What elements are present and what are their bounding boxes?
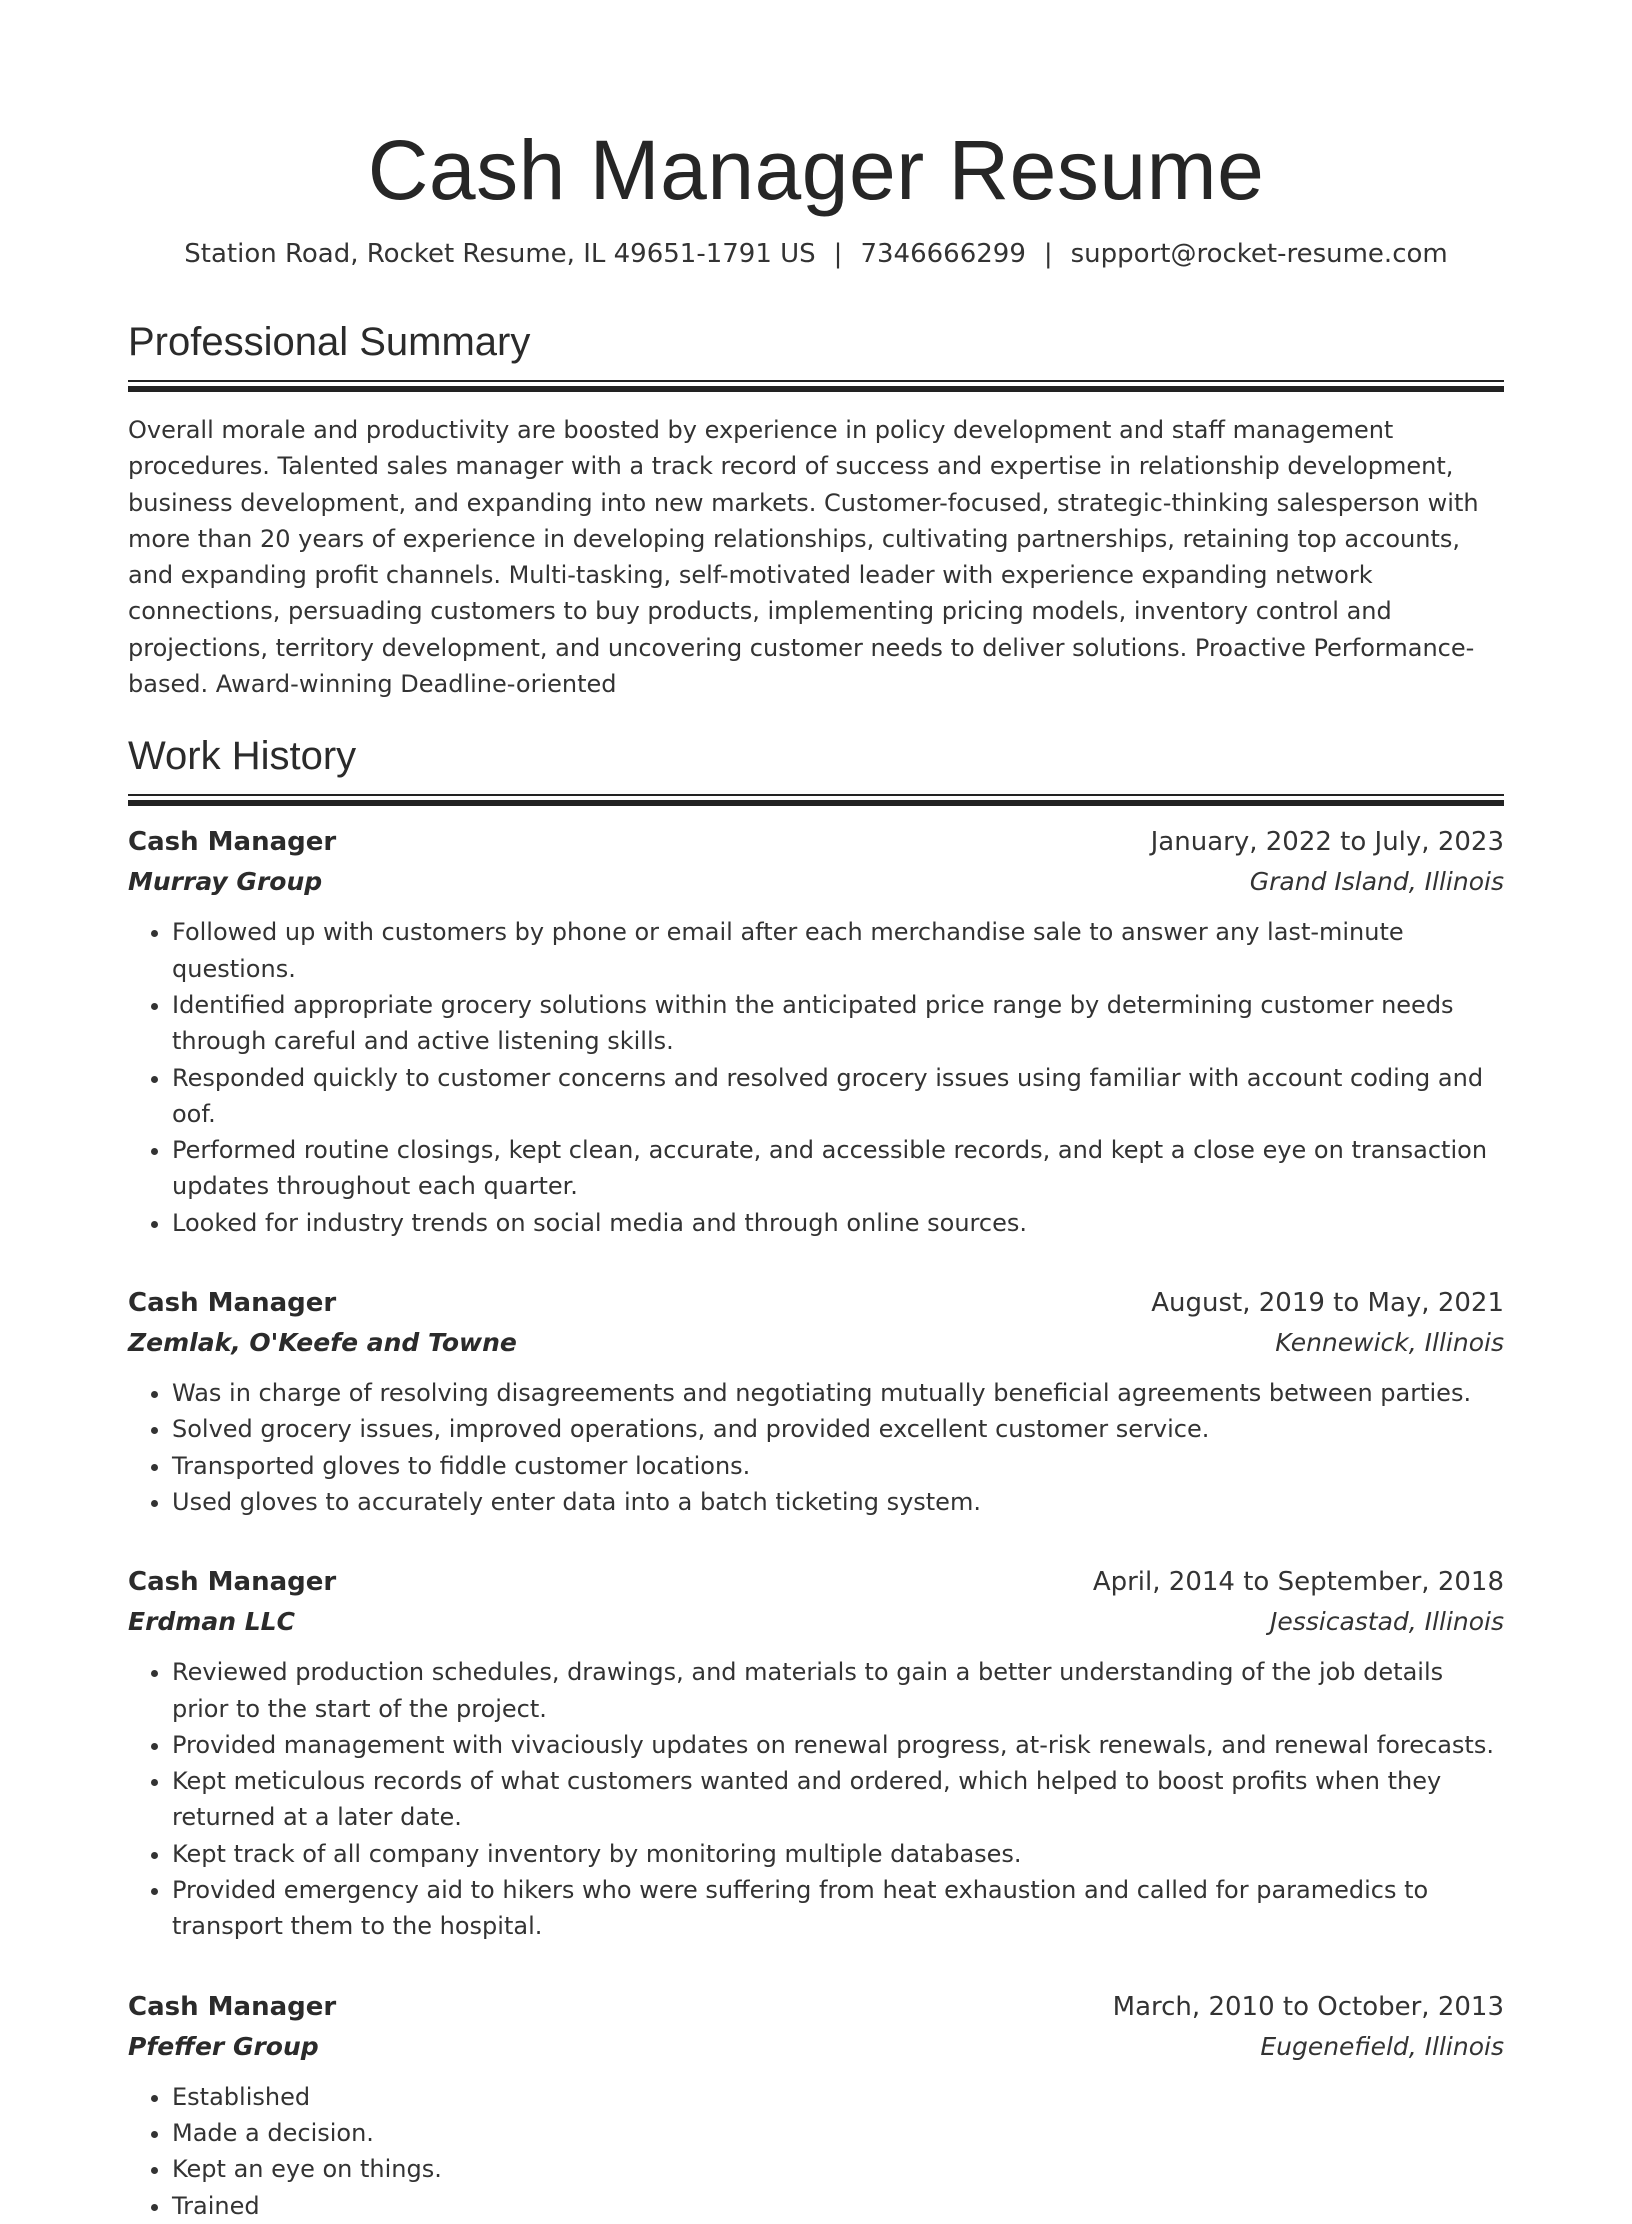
job-location: Grand Island, Illinois — [1249, 867, 1504, 897]
section-heading-summary: Professional Summary — [128, 320, 531, 364]
resume-page — [128, 0, 1504, 2224]
work-history-section — [128, 732, 1504, 2223]
professional-summary-section — [128, 318, 1504, 702]
duty-item: • Provided management with vivaciously updates on renewal progress, at-risk renewals, and renewal forecasts. — [172, 1727, 1504, 1763]
duty-item: • Kept track of all company inventory by monitoring multiple databases. — [172, 1836, 1504, 1872]
job-location: Jessicastad, Illinois — [1269, 1607, 1504, 1637]
duty-item: • Provided emergency aid to hikers who were suffering from heat exhaustion and called for paramedics to transport them to the hospital. — [172, 1872, 1504, 1945]
summary-text: Overall morale and productivity are boosted by experience in policy development and staff management procedures. Talented sales manager with a track record of success and expertise in relationship development, business development, and expanding into new markets. Customer-focused, strategic-thinking salesperson with more than 20 years of experience in developing relationships, cultivating partnerships, retaining top accounts, and expanding profit channels. Multi-tasking, self-motivated leader with experience expanding network connections, persuading customers to buy products, implementing pricing models, inventory control and projections, territory development, and uncovering customer needs to deliver solutions. Proactive Performance-based. Award-winning Deadline-oriented — [128, 416, 1479, 699]
duty-item: • Responded quickly to customer concerns and resolved grocery issues using familiar with account coding and oof. — [172, 1060, 1504, 1133]
resume-title: Cash Manager Resume — [367, 123, 1265, 217]
duty-item: • Kept meticulous records of what customers wanted and ordered, which helped to boost profits when they returned at a later date. — [172, 1763, 1504, 1836]
job-dates: August, 2019 to May, 2021 — [1151, 1288, 1504, 1319]
duty-item: • Looked for industry trends on social media and through online sources. — [172, 1205, 1504, 1241]
job-duties-list — [128, 914, 1504, 1241]
duty-item: • Reviewed production schedules, drawings, and materials to gain a better understanding of the job details prior to the start of the project. — [172, 1654, 1504, 1727]
job-title: Cash Manager — [128, 1288, 337, 1319]
duty-item: • Solved grocery issues, improved operations, and provided excellent customer service. — [172, 1411, 1504, 1447]
duty-item: • Identified appropriate grocery solutions within the anticipated price range by determining customer needs through careful and active listening skills. — [172, 987, 1504, 1060]
job-dates: March, 2010 to October, 2013 — [1112, 1991, 1504, 2022]
contact-separator: | — [833, 239, 843, 269]
job-entry — [128, 1562, 1504, 1944]
company-name: Pfeffer Group — [128, 2031, 319, 2061]
company-name: Erdman LLC — [128, 1607, 295, 1637]
duty-item: • Trained — [172, 2188, 1504, 2224]
job-location: Kennewick, Illinois — [1275, 1328, 1504, 1358]
contact-email: support@rocket-resume.com — [1070, 239, 1448, 269]
company-name: Murray Group — [128, 867, 323, 897]
contact-address: Station Road, Rocket Resume, IL 49651-1791 US — [184, 239, 816, 269]
duty-item: • Kept an eye on things. — [172, 2151, 1504, 2187]
job-title: Cash Manager — [128, 1991, 337, 2022]
section-divider — [128, 794, 1504, 796]
duty-item: • Used gloves to accurately enter data into a batch ticketing system. — [172, 1484, 1504, 1520]
duty-item: • Followed up with customers by phone or email after each merchandise sale to answer any last-minute questions. — [172, 914, 1504, 987]
contact-separator: | — [1043, 239, 1053, 269]
job-duties-list — [128, 1654, 1504, 1944]
job-title: Cash Manager — [128, 1567, 337, 1598]
duty-item: • Was in charge of resolving disagreements and negotiating mutually beneficial agreements between parties. — [172, 1375, 1504, 1411]
section-divider — [128, 380, 1504, 382]
job-entry — [128, 1987, 1504, 2224]
duty-item: • Made a decision. — [172, 2115, 1504, 2151]
job-entry — [128, 1283, 1504, 1520]
contact-phone: 7346666299 — [860, 239, 1026, 269]
job-duties-list — [128, 2079, 1504, 2224]
job-entry — [128, 822, 1504, 1241]
duty-item: • Transported gloves to fiddle customer locations. — [172, 1448, 1504, 1484]
job-dates: April, 2014 to September, 2018 — [1092, 1567, 1504, 1598]
contact-line — [128, 236, 1504, 272]
company-name: Zemlak, O'Keefe and Towne — [128, 1328, 517, 1358]
duty-item: • Established — [172, 2079, 1504, 2115]
job-duties-list — [128, 1375, 1504, 1520]
job-dates: January, 2022 to July, 2023 — [1150, 827, 1504, 858]
section-heading-work-history: Work History — [128, 734, 357, 779]
job-location: Eugenefield, Illinois — [1260, 2031, 1504, 2061]
duty-item: • Performed routine closings, kept clean, accurate, and accessible records, and kept a close eye on transaction updates throughout each quarter. — [172, 1132, 1504, 1205]
job-title: Cash Manager — [128, 827, 337, 858]
